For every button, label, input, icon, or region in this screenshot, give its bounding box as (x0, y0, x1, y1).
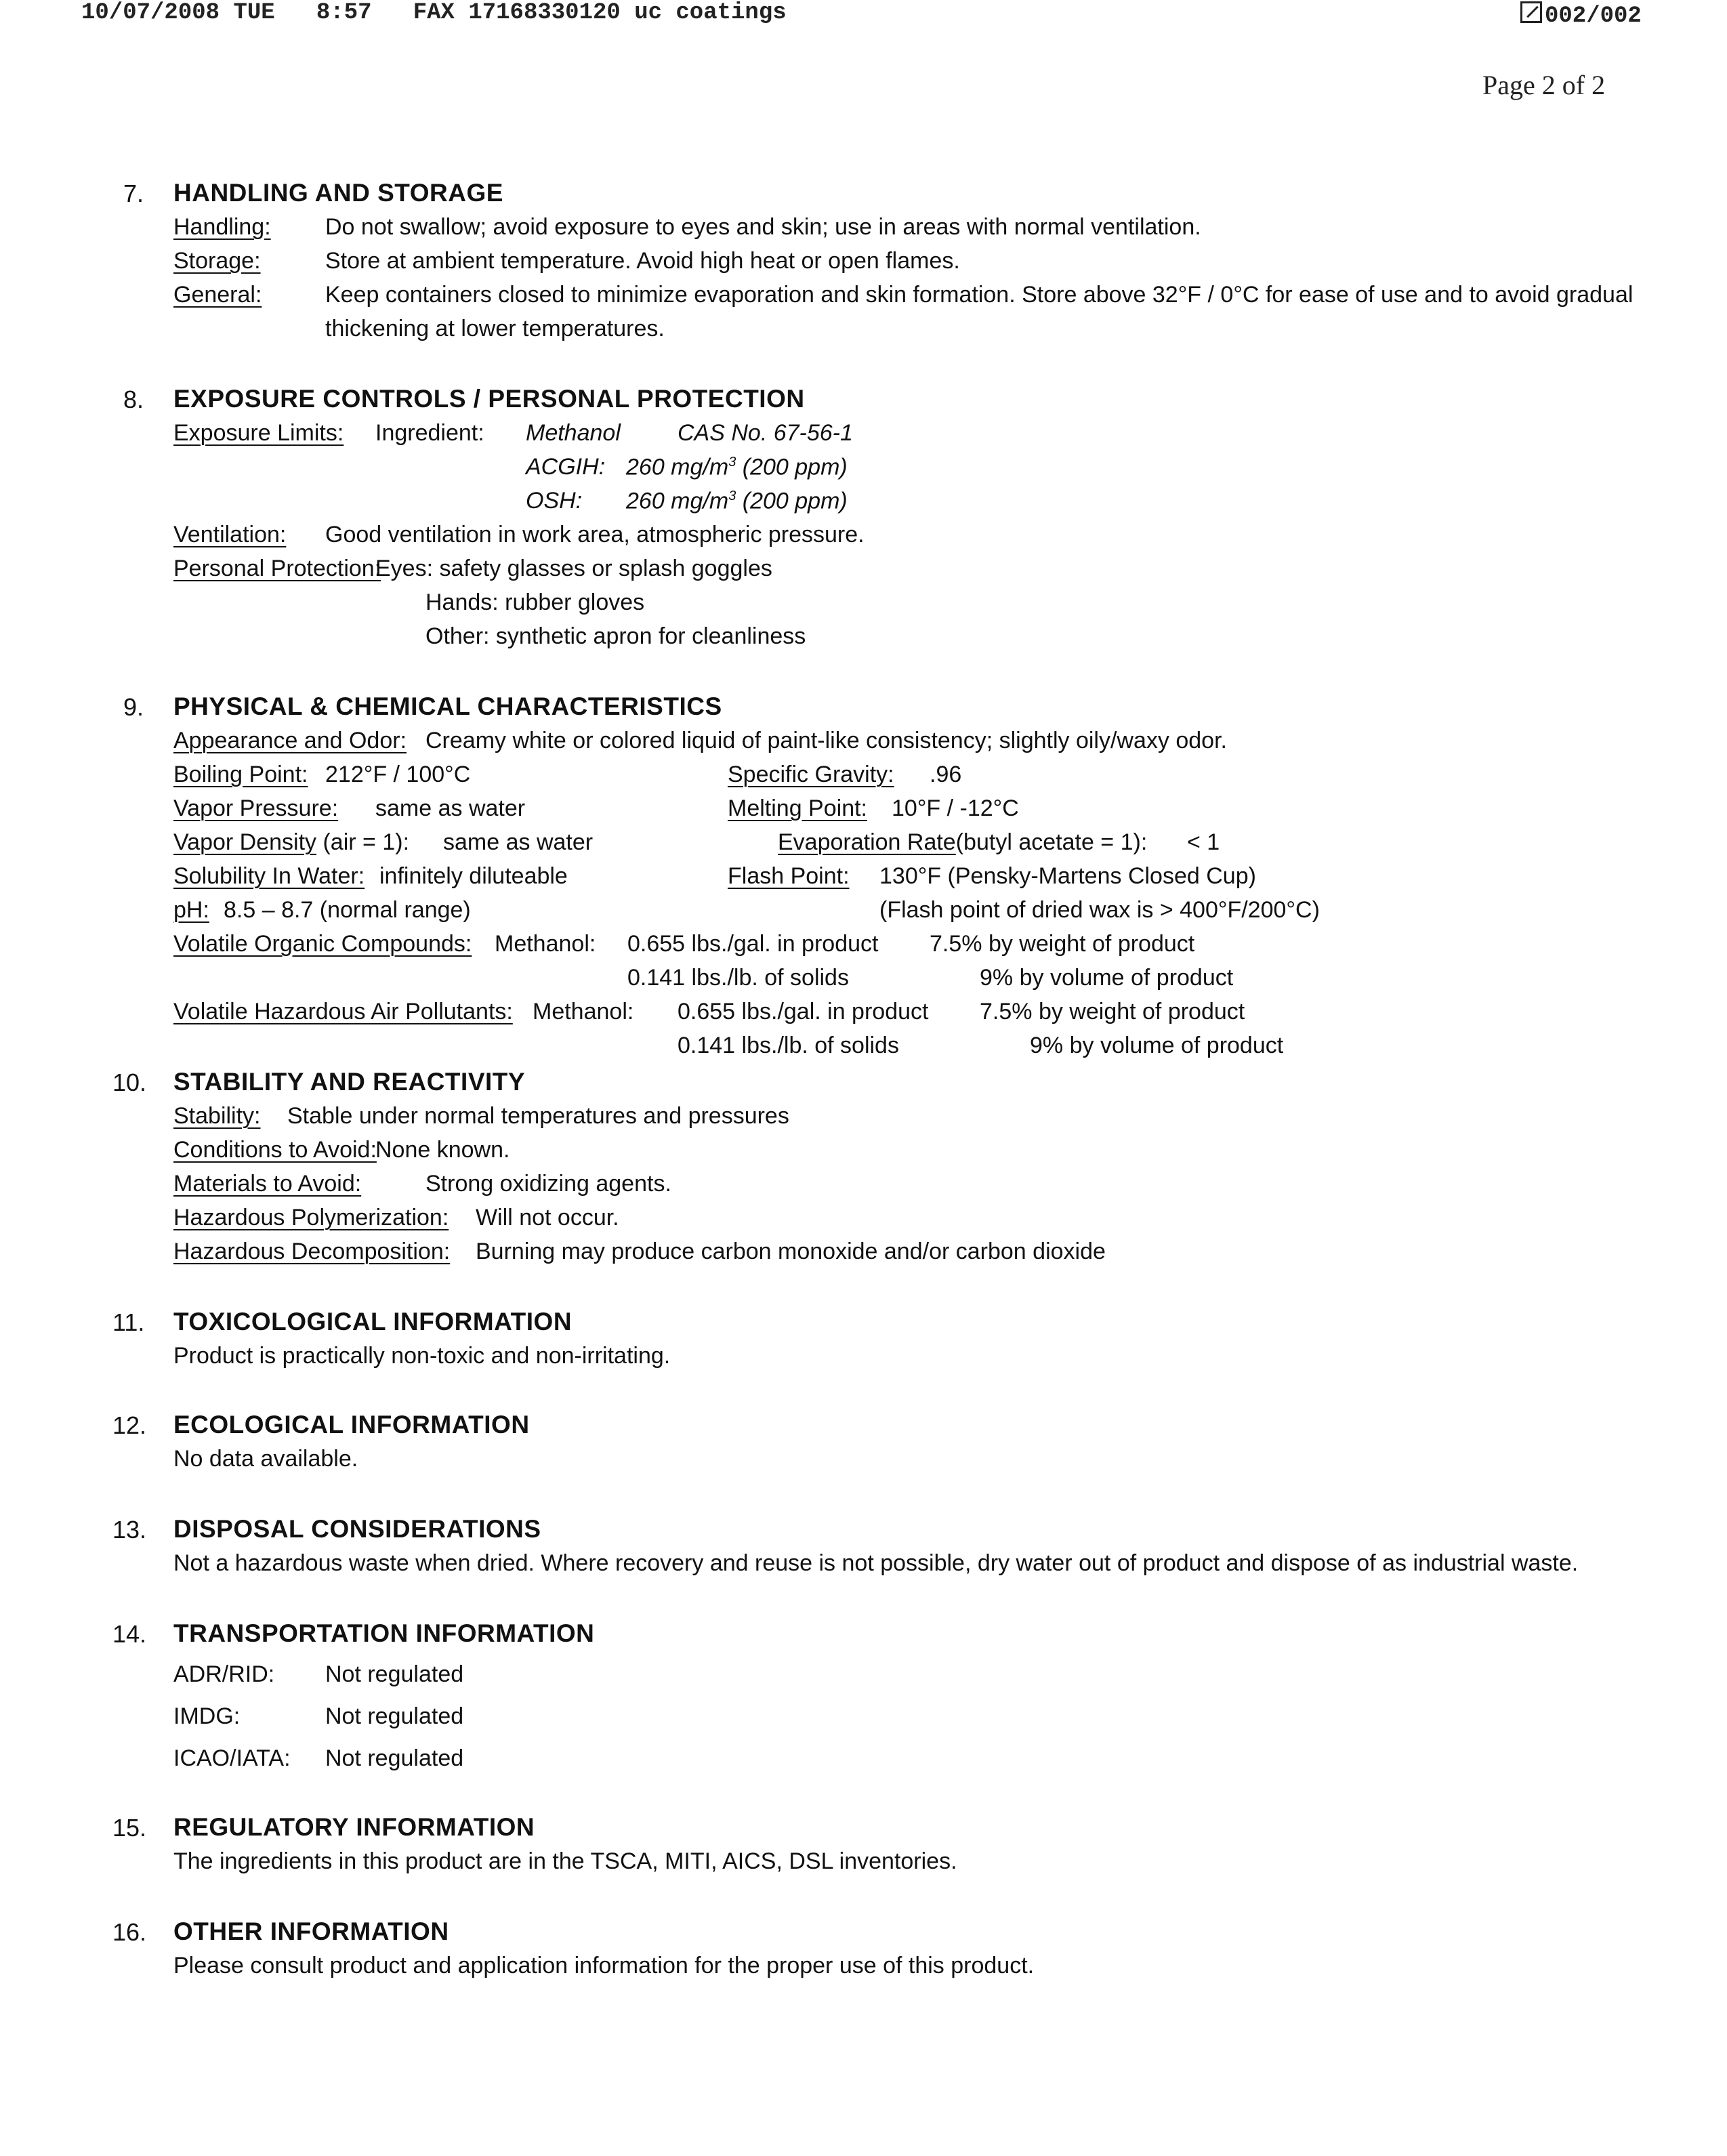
general-text-1: Keep containers closed to minimize evaporation and skin formation. Store above 32°F / 0°C for ease of use and to avoid gradual (325, 282, 1634, 308)
vhap-volume-percent: 9% by volume of product (1030, 1033, 1284, 1058)
acgih-limit: 260 $mg/m^3$ (200 ppm) (626, 454, 848, 480)
section-8-number: 8. (123, 386, 144, 413)
conditions-to-avoid-text: None known. (375, 1137, 510, 1163)
section-14-number: 14. (112, 1620, 147, 1648)
fax-time: 8:57 (316, 0, 372, 26)
general-label: General: (173, 282, 262, 308)
section-9-title: PHYSICAL & CHEMICAL CHARACTERISTICS (173, 692, 722, 720)
pp-eyes: Eyes: safety glasses or splash goggles (375, 556, 772, 581)
materials-to-avoid-label: Materials to Avoid: (173, 1171, 362, 1197)
vapor-pressure-value: same as water (375, 795, 526, 821)
voc-weight-percent: 7.5% by weight of product (930, 931, 1195, 957)
fax-header-right (1520, 1, 1642, 28)
acgih-label: ACGIH: (526, 454, 606, 480)
icao-iata-value: Not regulated (325, 1745, 464, 1771)
ingredient-label: Ingredient: (375, 420, 484, 446)
section-16-number: 16. (112, 1918, 147, 1946)
fax-page-count: 002/002 (1545, 3, 1642, 29)
stability-text: Stable under normal temperatures and pressures (287, 1103, 789, 1129)
storage-label: Storage: (173, 248, 261, 274)
hazardous-decomposition-label: Hazardous Decomposition: (173, 1239, 451, 1264)
imdg-label: IMDG: (173, 1703, 241, 1729)
disposal-text: Not a hazardous waste when dried. Where recovery and reuse is not possible, dry water out of product and dispose of as industrial waste. (173, 1550, 1579, 1576)
specific-gravity-value: .96 (930, 762, 962, 787)
flash-point-value: 130°F (Pensky-Martens Closed Cup) (879, 863, 1256, 889)
personal-protection-label: Personal Protection: (173, 556, 381, 581)
pp-other: Other: synthetic apron for cleanliness (425, 623, 806, 649)
specific-gravity-label: Specific Gravity: (728, 762, 894, 787)
fax-number: FAX 17168330120 uc coatings (413, 0, 787, 26)
vapor-density-value: same as water (443, 829, 594, 855)
hazardous-polymerization-label: Hazardous Polymerization: (173, 1205, 449, 1230)
melting-point-value: 10°F / -12°C (892, 795, 1019, 821)
section-11-title: TOXICOLOGICAL INFORMATION (173, 1308, 573, 1335)
voc-ingredient: Methanol: (495, 931, 596, 957)
voc-lbs-per-gal: 0.655 lbs./gal. in product (627, 931, 879, 957)
flash-point-note: (Flash point of dried wax is > 400°F/200°C) (879, 897, 1320, 923)
melting-point-label: Melting Point: (728, 795, 867, 821)
general-text-2: thickening at lower temperatures. (325, 316, 665, 341)
handling-label: Handling: (173, 214, 271, 240)
section-9-number: 9. (123, 693, 144, 721)
boiling-point-value: 212°F / 100°C (325, 762, 471, 787)
section-15-title: REGULATORY INFORMATION (173, 1813, 535, 1841)
fax-checkbox-icon (1520, 1, 1542, 23)
vapor-pressure-label: Vapor Pressure: (173, 795, 339, 821)
section-10-number: 10. (112, 1069, 147, 1096)
exposure-limits-label: Exposure Limits: (173, 420, 344, 446)
section-8-title: EXPOSURE CONTROLS / PERSONAL PROTECTION (173, 385, 805, 413)
ph-label: pH: (173, 897, 209, 923)
regulatory-text: The ingredients in this product are in the TSCA, MITI, AICS, DSL inventories. (173, 1848, 957, 1874)
stability-label: Stability: (173, 1103, 261, 1129)
ventilation-text: Good ventilation in work area, atmospheric pressure. (325, 522, 865, 547)
flash-point-label: Flash Point: (728, 863, 850, 889)
appearance-label: Appearance and Odor: (173, 728, 407, 753)
fax-day: TUE (233, 0, 275, 26)
vhap-lbs-per-gal: 0.655 lbs./gal. in product (678, 999, 929, 1024)
vhap-ingredient: Methanol: (533, 999, 634, 1024)
vapor-density-label: Vapor Density (173, 829, 317, 855)
icao-iata-label: ICAO/IATA: (173, 1745, 291, 1771)
section-11-number: 11. (112, 1308, 145, 1336)
voc-lbs-per-lb: 0.141 lbs./lb. of solids (627, 965, 849, 991)
pp-hands: Hands: rubber gloves (425, 589, 645, 615)
section-7-title: HANDLING AND STORAGE (173, 179, 503, 207)
adr-rid-label: ADR/RID: (173, 1661, 275, 1687)
ecological-text: No data available. (173, 1446, 358, 1472)
osh-limit: 260 $mg/m^3$ (200 ppm) (626, 488, 848, 514)
cas-number: CAS No. 67-56-1 (678, 420, 853, 446)
ph-value: 8.5 – 8.7 (normal range) (224, 897, 471, 923)
imdg-value: Not regulated (325, 1703, 464, 1729)
appearance-text: Creamy white or colored liquid of paint-like consistency; slightly oily/waxy odor. (425, 728, 1227, 753)
evaporation-rate-value: < 1 (1187, 829, 1220, 855)
other-information-text: Please consult product and application information for the proper use of this product. (173, 1953, 1035, 1978)
section-16-title: OTHER INFORMATION (173, 1917, 449, 1945)
osh-label: OSH: (526, 488, 583, 514)
vhap-weight-percent: 7.5% by weight of product (980, 999, 1245, 1024)
section-13-title: DISPOSAL CONSIDERATIONS (173, 1515, 541, 1543)
section-12-number: 12. (112, 1411, 147, 1439)
conditions-to-avoid-label: Conditions to Avoid: (173, 1137, 377, 1163)
adr-rid-value: Not regulated (325, 1661, 464, 1687)
section-7-number: 7. (123, 180, 144, 207)
section-13-number: 13. (112, 1516, 147, 1543)
fax-date: 10/07/2008 (81, 0, 220, 26)
storage-text: Store at ambient temperature. Avoid high heat or open flames. (325, 248, 960, 274)
ingredient-name: Methanol (526, 420, 621, 446)
section-10-title: STABILITY AND REACTIVITY (173, 1068, 526, 1096)
page-number: Page 2 of 2 (1482, 70, 1606, 100)
section-14-title: TRANSPORTATION INFORMATION (173, 1619, 595, 1647)
section-12-title: ECOLOGICAL INFORMATION (173, 1411, 530, 1438)
vapor-density: Vapor Density (air = 1): (173, 829, 410, 855)
hazardous-decomposition-text: Burning may produce carbon monoxide and/or carbon dioxide (476, 1239, 1106, 1264)
voc-label: Volatile Organic Compounds: (173, 931, 472, 957)
boiling-point-label: Boiling Point: (173, 762, 308, 787)
materials-to-avoid-text: Strong oxidizing agents. (425, 1171, 671, 1197)
vhap-label: Volatile Hazardous Air Pollutants: (173, 999, 513, 1024)
handling-text: Do not swallow; avoid exposure to eyes and skin; use in areas with normal ventilation. (325, 214, 1201, 240)
ventilation-label: Ventilation: (173, 522, 287, 547)
vhap-lbs-per-lb: 0.141 lbs./lb. of solids (678, 1033, 899, 1058)
evaporation-rate: Evaporation Rate(butyl acetate = 1): (778, 829, 1148, 855)
fax-header-left (81, 1, 787, 24)
hazardous-polymerization-text: Will not occur. (476, 1205, 619, 1230)
voc-volume-percent: 9% by volume of product (980, 965, 1234, 991)
section-15-number: 15. (112, 1814, 147, 1842)
evaporation-rate-label: Evaporation Rate (778, 829, 956, 855)
solubility-label: Solubility In Water: (173, 863, 365, 889)
solubility-value: infinitely diluteable (379, 863, 568, 889)
toxicological-text: Product is practically non-toxic and non-irritating. (173, 1343, 671, 1369)
